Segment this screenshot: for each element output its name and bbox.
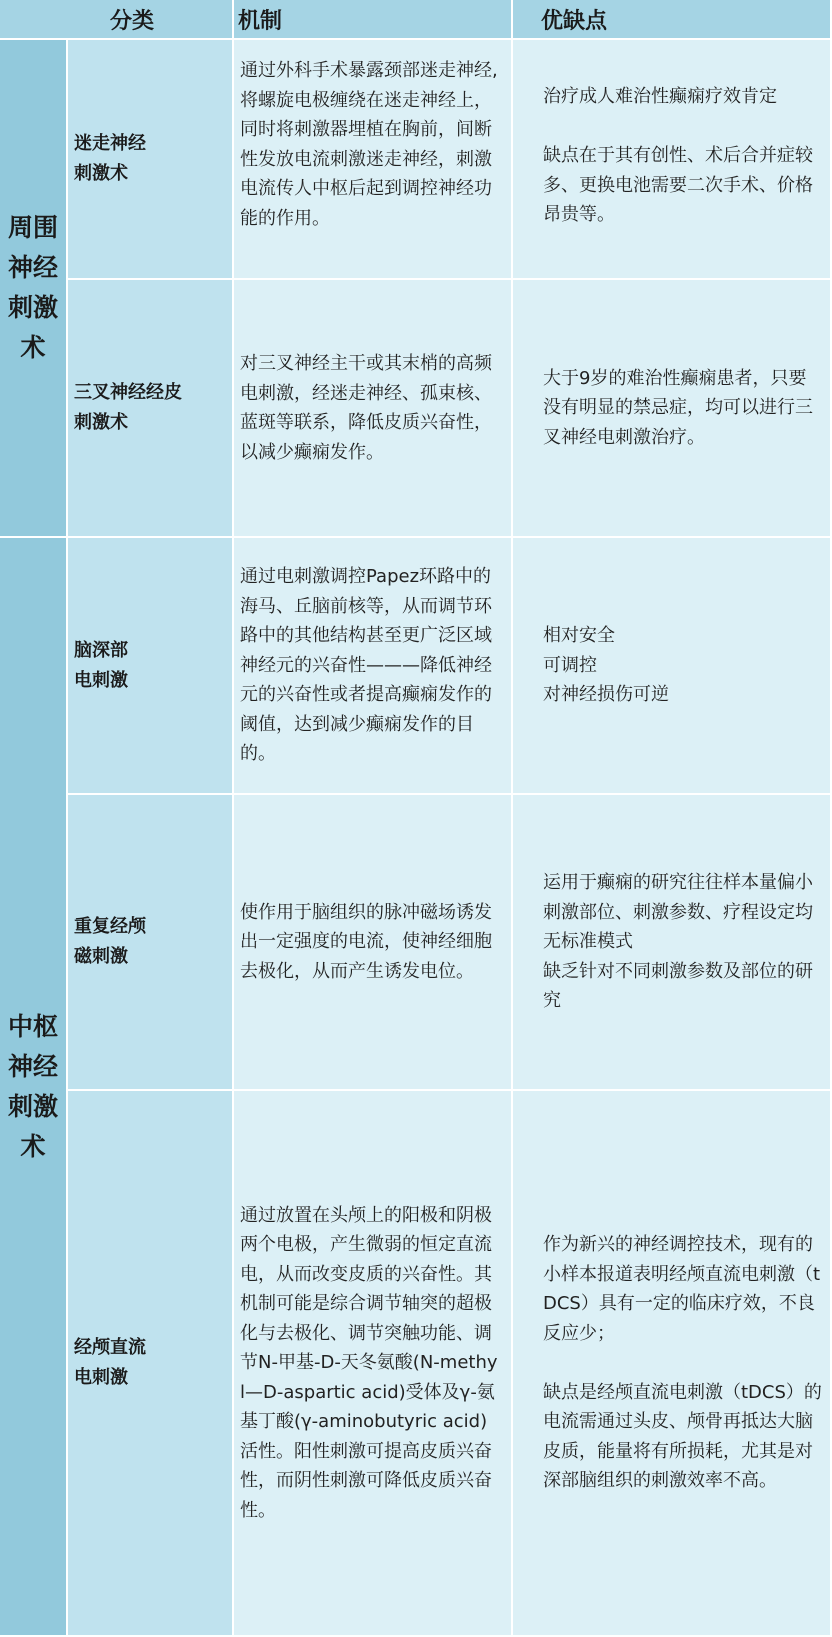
row-name-cell xyxy=(68,538,234,795)
mechanism-cell xyxy=(234,1091,513,1637)
pros-cons-cell xyxy=(513,1091,832,1637)
mechanism-text: 对三叉神经主干或其末梢的高频电刺激，经迷走神经、孤束核、蓝斑等联系，降低皮质兴奋性，以减少癫痫发作。 xyxy=(240,353,492,463)
pros-cons-item: 缺乏针对不同刺激参数及部位的研究 xyxy=(543,960,813,1012)
row-name-line: 刺激术 xyxy=(74,412,128,433)
row-name-line: 重复经颅 xyxy=(74,916,146,937)
row-name-cell xyxy=(68,1091,234,1637)
group-peripheral xyxy=(0,40,68,538)
header-category-label: 分类 xyxy=(110,8,155,34)
mechanism-cell xyxy=(234,40,513,280)
pros-cons-cell xyxy=(513,795,832,1091)
row-name xyxy=(74,912,214,972)
row-name xyxy=(74,1333,214,1393)
row-name-line: 刺激术 xyxy=(74,163,128,184)
mechanism-cell xyxy=(234,795,513,1091)
group-label: 中枢神经刺激术 xyxy=(7,1011,58,1161)
row-name-line: 三叉神经经皮 xyxy=(74,382,182,403)
mechanism-text: 通过放置在头颅上的阳极和阴极两个电极，产生微弱的恒定直流电，从而改变皮质的兴奋性。其机制可能是综合调节轴突的超极化与去极化、调节突触功能、调节N-甲基-D-天冬氨酸(N-methyl—D-aspartic acid)受体及γ-氨基丁酸(γ-aminobutyric acid)活性。阳性刺激可提高皮质兴奋性，而阴性刺激可降低皮质兴奋性。 xyxy=(240,1204,498,1521)
row-name xyxy=(74,378,214,438)
header-mechanism-label: 机制 xyxy=(238,8,283,34)
header-category xyxy=(0,0,234,40)
row-name-line: 电刺激 xyxy=(74,669,128,691)
pros-cons-paragraph: 缺点在于其有创性、术后合并症较多、更换电池需要二次手术、价格昂贵等。 xyxy=(543,145,813,225)
pros-cons-item: 可调控 xyxy=(543,654,597,676)
mechanism-cell xyxy=(234,280,513,538)
header-pros-cons xyxy=(513,0,832,40)
pros-cons-cell xyxy=(513,280,832,538)
group-label: 周围神经刺激术 xyxy=(7,213,58,362)
row-name-line: 磁刺激 xyxy=(74,946,128,967)
row-name-line: 脑深部 xyxy=(74,639,128,661)
row-name-line: 经颅直流 xyxy=(74,1337,146,1358)
mechanism-text: 使作用于脑组织的脉冲磁场诱发出一定强度的电流，使神经细胞去极化，从而产生诱发电位。 xyxy=(240,901,492,982)
row-name-line: 电刺激 xyxy=(74,1367,128,1388)
mechanism-cell xyxy=(234,538,513,795)
header-mechanism xyxy=(234,0,513,40)
row-name xyxy=(74,129,214,189)
mechanism-text: 通过外科手术暴露颈部迷走神经,将螺旋电极缠绕在迷走神经上，同时将刺激器埋植在胸前，间断性发放电流刺激迷走神经，刺激电流传人中枢后起到调控神经功能的作用。 xyxy=(240,60,498,229)
row-name-cell xyxy=(68,40,234,280)
pros-cons-paragraph: 治疗成人难治性癫痫疗效肯定 xyxy=(543,86,777,107)
group-central xyxy=(0,538,68,1637)
pros-cons-paragraph: 缺点是经颅直流电刺激（tDCS）的电流需通过头皮、颅骨再抵达大脑皮质，能量将有所损耗，尤其是对深部脑组织的刺激效率不高。 xyxy=(543,1381,822,1492)
row-name-cell xyxy=(68,795,234,1091)
pros-cons-cell xyxy=(513,40,832,280)
pros-cons-item: 相对安全 xyxy=(543,625,615,647)
mechanism-text: 通过电刺激调控Papez环路中的海马、丘脑前核等，从而调节环路中的其他结构甚至更广泛区域神经元的兴奋性———降低神经元的兴奋性或者提高癫痫发作的阈值，达到减少癫痫发作的目的。 xyxy=(240,566,492,765)
pros-cons-paragraph: 大于9岁的难治性癫痫患者，只要没有明显的禁忌症，均可以进行三叉神经电刺激治疗。 xyxy=(543,367,813,448)
pros-cons-item: 运用于癫痫的研究往往样本量偏小 xyxy=(543,872,813,894)
pros-cons-item: 对神经损伤可逆 xyxy=(543,684,669,706)
row-name-cell xyxy=(68,280,234,538)
pros-cons-cell xyxy=(513,538,832,795)
row-name xyxy=(74,636,214,696)
row-name-line: 迷走神经 xyxy=(74,133,146,154)
header-pros-cons-label: 优缺点 xyxy=(541,8,608,34)
pros-cons-paragraph: 作为新兴的神经调控技术，现有的小样本报道表明经颅直流电刺激（tDCS）具有一定的临床疗效，不良反应少； xyxy=(543,1234,821,1344)
pros-cons-item: 刺激部位、刺激参数、疗程设定均无标准模式 xyxy=(543,901,813,953)
